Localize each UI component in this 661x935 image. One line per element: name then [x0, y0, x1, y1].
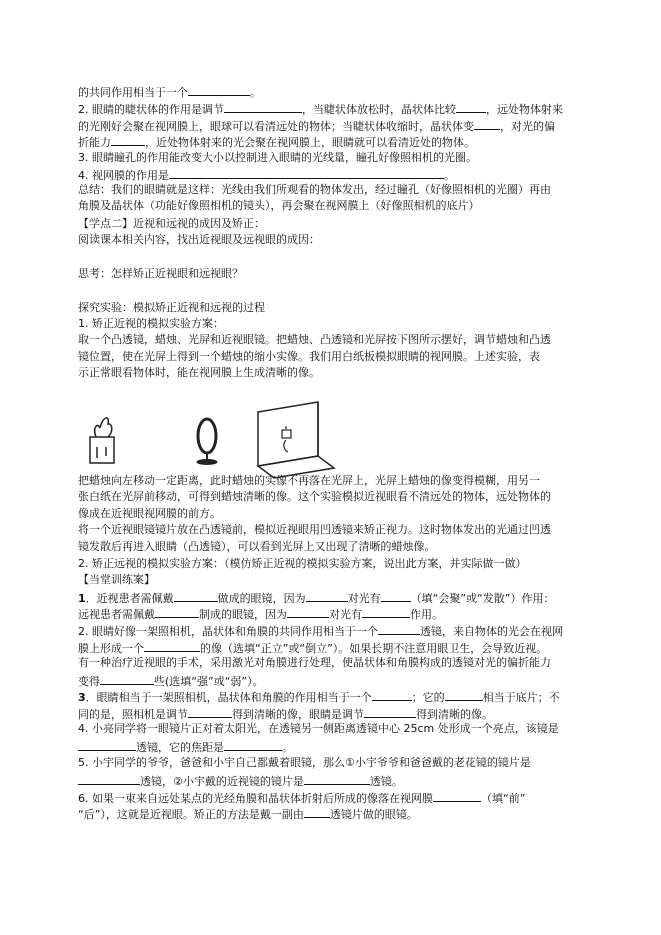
text-segment: 5. 小宇同学的爷爷，爸爸和小宇自己都戴着眼镜，那么①小宇爷爷和爸爸戴的老花镜的镜片是: [78, 756, 531, 769]
text-segment: 总结：我们的眼睛就是这样：光线由我们所观看的物体发出，经过瞳孔（好像照相机的光圈）再由: [78, 183, 551, 196]
text-line: [78, 739, 293, 755]
text-segment: 变得: [78, 675, 100, 688]
question-number: 1: [78, 592, 86, 605]
text-segment: 远视患者需佩戴: [78, 608, 155, 621]
text-segment: ，近处物体射来的光会聚在视网膜上，眼睛就可以看清近处的物体。: [145, 136, 475, 149]
text-line: [78, 366, 320, 380]
text-segment: 角膜及晶状体（功能好像照相机的镜头），再会聚在视网膜上（好像照相机的底片）: [78, 199, 480, 212]
text-segment: 将一个近视眼镜镜片放在凸透镜前，模拟近视眼用凹透镜来矫正视力。这时物体发出的光通过凹透: [78, 523, 551, 536]
fill-blank[interactable]: [372, 689, 412, 701]
text-segment: 的像（选填“正立”或“倒立”）。如果长期不注意用眼卫生，会导致近视。: [200, 642, 548, 655]
text-segment: 。: [282, 741, 293, 754]
text-segment: （填“前”: [481, 792, 526, 805]
text-segment: 相当于底片；不: [482, 691, 560, 704]
text-segment: 作用。: [410, 608, 443, 621]
text-line: [78, 167, 455, 183]
text-segment: 3. 眼睛瞳孔的作用能改变大小以控制进入眼睛的光线量，瞳孔好像照相机的光圈。: [78, 151, 477, 164]
text-line: [78, 134, 475, 150]
text-segment: 制成的眼镜，因为: [199, 608, 287, 621]
fill-blank[interactable]: [111, 134, 145, 146]
text-line: [78, 101, 563, 117]
text-line: [78, 606, 443, 622]
text-line: [78, 84, 261, 100]
text-segment: 对光有: [347, 592, 381, 605]
text-segment: 镜发散后再进入眼睛（凸透镜），可以看到光屏上又出现了清晰的蜡烛像。: [78, 540, 436, 553]
text-segment: 取一个凸透镜，蜡烛、光屏和近视眼镜。把蜡烛、凸透镜和光屏按下图所示摆好，调节蜡烛和凸透: [78, 333, 551, 346]
text-segment: 透镜，②小宇戴的近视镜的镜片是: [140, 775, 304, 788]
text-line: [78, 217, 265, 231]
fill-blank[interactable]: [78, 739, 136, 751]
text-line: [78, 233, 320, 247]
text-segment: 透镜，来自物体的光会在视网: [420, 625, 563, 638]
text-segment: 。: [444, 169, 455, 182]
text-line: [78, 474, 540, 488]
text-segment: 得到清晰的像。: [416, 708, 493, 721]
text-line: [78, 656, 551, 670]
text-segment: “后”），这就是近视眼。矫正的方法是戴一副由: [78, 808, 304, 821]
fill-blank[interactable]: [188, 84, 250, 96]
text-segment: 【学点二】近视和远视的成因及矫正：: [78, 217, 265, 230]
text-segment: ，对光的偏: [500, 120, 555, 133]
text-line: [78, 773, 403, 789]
fill-blank[interactable]: [474, 118, 500, 130]
text-segment: 阅读课本相关内容，找出近视眼及远视眼的成因：: [78, 233, 320, 246]
text-line: [78, 523, 551, 537]
fill-blank[interactable]: [378, 623, 420, 635]
text-segment: 探究实验：模拟矫正近视和远视的过程: [78, 301, 265, 314]
text-line: [78, 573, 155, 587]
fill-blank[interactable]: [364, 706, 416, 718]
text-segment: 4. 视网膜的作用是: [78, 169, 169, 182]
text-line: [78, 183, 551, 197]
text-segment: 的光刚好会聚在视网膜上，眼球可以看清远处的物体；当睫状体收缩时，晶状体变: [78, 120, 474, 133]
text-line: [78, 806, 418, 822]
text-segment: 2. 矫正远视的模拟实验方案：（模仿矫正近视的模拟实验方案，说出此方案，并实际做一做）: [78, 557, 527, 570]
text-segment: 有一种治疗近视眼的手术，采用激光对角膜进行处理，使晶状体和角膜构成的透镜对光的偏折能力: [78, 656, 551, 669]
text-line: [78, 706, 493, 722]
text-line: [78, 673, 264, 689]
text-segment: ．眼睛相当于一架照相机，晶状体和角膜的作用相当于一个: [85, 691, 372, 704]
text-line: [78, 350, 540, 364]
text-segment: 示正常眼看物体时，能在视网膜上生成清晰的像。: [78, 366, 320, 379]
text-line: [78, 722, 559, 736]
text-line: [78, 301, 265, 315]
text-segment: 透镜。: [369, 775, 403, 788]
text-line: [78, 151, 477, 165]
text-line: [78, 199, 480, 213]
text-line: [78, 689, 560, 705]
fill-blank[interactable]: [304, 773, 370, 785]
fill-blank[interactable]: [224, 739, 282, 751]
text-segment: ，远处物体射来: [486, 103, 563, 116]
text-segment: 像成在近视眼视网膜的前方。: [78, 507, 221, 520]
fill-blank[interactable]: [445, 689, 483, 701]
text-segment: 。: [250, 86, 261, 99]
text-line: [78, 333, 551, 347]
fill-blank[interactable]: [287, 606, 329, 618]
fill-blank[interactable]: [362, 606, 410, 618]
text-line: [78, 507, 221, 521]
text-segment: 思考：怎样矫正近视眼和远视眼？: [78, 267, 243, 280]
fill-blank[interactable]: [144, 640, 200, 652]
text-segment: 【当堂训练案】: [78, 573, 155, 586]
text-line: [78, 623, 563, 639]
text-segment: ．近视患者需佩戴: [85, 592, 174, 605]
text-segment: 张白纸在光屏前移动，可得到蜡烛清晰的像。这个实验模拟近视眼看不清远处的物体，远处物体的: [78, 490, 551, 503]
light-screen-icon: [258, 402, 334, 478]
text-segment: 2. 眼睛的睫状体的作用是调节: [78, 103, 224, 116]
text-segment: 6. 如果一束来自远处某点的光经角膜和晶状体折射后所成的像落在视网膜: [78, 792, 433, 805]
text-line: [78, 557, 527, 571]
text-segment: 膜上形成一个: [78, 642, 144, 655]
text-line: [78, 267, 243, 281]
text-segment: 4. 小亮同学将一眼镜片正对着太阳光，在透镜另一侧距离透镜中心 25cm 处形成一个亮点，该镜是: [78, 722, 559, 735]
fill-blank[interactable]: [433, 790, 481, 802]
fill-blank[interactable]: [100, 673, 154, 685]
fill-blank[interactable]: [381, 590, 411, 602]
text-line: [78, 590, 554, 606]
fill-blank[interactable]: [456, 101, 486, 113]
text-segment: 做成的眼镜，因为: [217, 592, 306, 605]
text-line: [78, 640, 547, 656]
convex-lens-icon: [197, 419, 217, 465]
text-segment: 得到清晰的像，眼睛是调节: [232, 708, 364, 721]
text-segment: 1. 矫正近视的模拟实验方案：: [78, 317, 224, 330]
text-segment: 的共同作用相当于一个: [78, 86, 188, 99]
text-segment: 透镜，它的焦距是: [136, 741, 224, 754]
text-segment: 2. 眼睛好像一架照相机，晶状体和角膜的共同作用相当于一个: [78, 625, 378, 638]
text-line: [78, 540, 436, 554]
fill-blank[interactable]: [306, 590, 348, 602]
text-line: [78, 490, 551, 504]
fill-blank[interactable]: [174, 590, 218, 602]
text-segment: 折能力: [78, 136, 111, 149]
fill-blank[interactable]: [155, 606, 199, 618]
text-segment: 同的是，照相机是调节: [78, 708, 188, 721]
fill-blank[interactable]: [304, 806, 330, 818]
text-segment: 把蜡烛向左移动一定距离，此时蜡烛的实像不再落在光屏上，光屏上蜡烛的像变得模糊，用另一: [78, 474, 540, 487]
text-segment: ，当睫状体放松时，晶状体比较: [302, 103, 456, 116]
fill-blank[interactable]: [78, 773, 140, 785]
text-line: [78, 790, 525, 806]
text-segment: 对光有: [329, 608, 362, 621]
text-segment: 透镜片做的眼镜。: [329, 808, 418, 821]
fill-blank[interactable]: [169, 167, 444, 179]
text-line: [78, 118, 555, 134]
text-line: [78, 756, 531, 770]
text-segment: （填“会聚”或“发散”）作用：: [410, 592, 555, 605]
candle-icon: [90, 418, 114, 463]
fill-blank[interactable]: [224, 101, 302, 113]
question-number: 3: [78, 691, 86, 704]
fill-blank[interactable]: [188, 706, 232, 718]
text-segment: 些(选填“强”或“弱”）。: [154, 675, 264, 688]
text-line: [78, 317, 224, 331]
text-segment: ；它的: [411, 691, 445, 704]
text-segment: 镜位置，使在光屏上得到一个蜡烛的缩小实像。我们用白纸板模拟眼睛的视网膜。上述实验，表: [78, 350, 540, 363]
